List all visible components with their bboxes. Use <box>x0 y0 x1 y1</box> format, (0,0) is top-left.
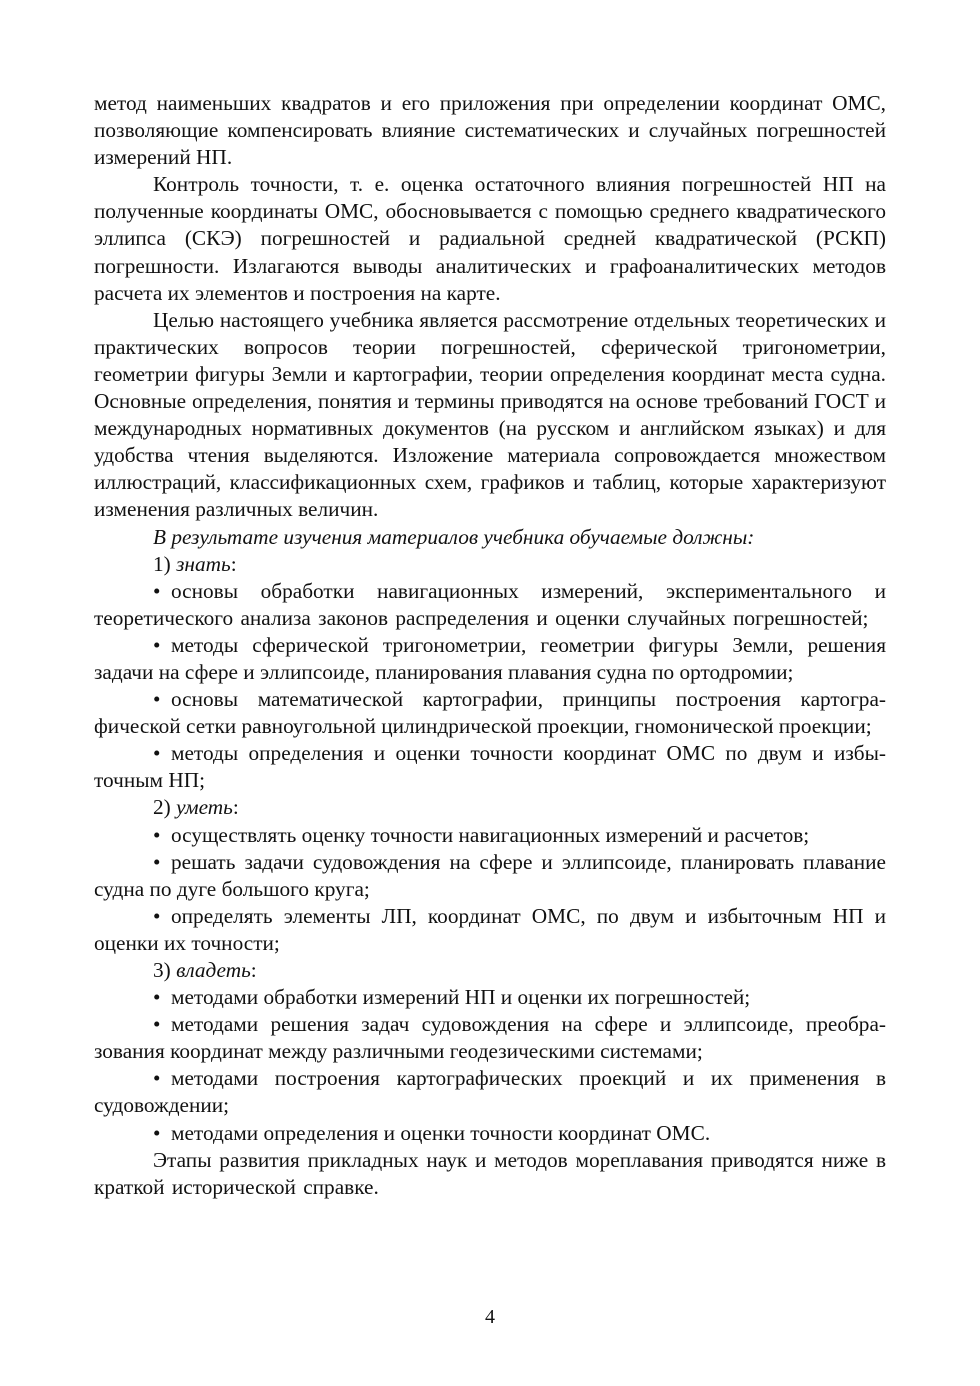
bullet-icon: • <box>153 1012 161 1037</box>
bullet-icon: • <box>153 849 161 874</box>
paragraph-continuation: метод наименьших квадратов и его приложения при определении координат ОМС, позволяющие компенсировать влияние систематических и случайных погрешностей измерений НП. <box>94 91 886 170</box>
outcomes-intro: В результате изучения материалов учебника обучаемые должны: <box>153 524 755 549</box>
list-item: • осуществлять оценку точности навигационных измерений и расчетов; <box>94 822 886 849</box>
list-item: • методами обработки измерений НП и оценки их погрешностей; <box>94 984 886 1011</box>
bullet-icon: • <box>153 687 161 712</box>
paragraph-textbook-goal: Целью настоящего учебника является рассмотрение отдельных теоретических и практических вопросов теории погрешностей, сферической тригонометрии, геометрии фигуры Земли и картографии, теории определения координат места судна. Основные определения, понятия и термины приводятся на основе требований ГОСТ и международных нормативных документов (на русском и английском языках) и для удобства чтения выделяются. Изложение материала сопровождается множеством иллюстраций, классификационных схем, графиков и таблиц, которые характеризуют изменения различных величин. <box>94 307 886 522</box>
paragraph-accuracy-control: Контроль точности, т. е. оценка остаточного влияния погрешностей НП на полученные координаты ОМС, обосновывается с помощью среднего квадратического эллипса (СКЭ) погрешностей и радиальной средней квадратической (РСКП) погрешности. Излагаются выводы аналитических и графоаналитических методов расчета их элементов и построения на карте. <box>94 172 886 305</box>
bullet-icon: • <box>153 903 161 928</box>
document-body <box>94 90 886 1201</box>
bullet-icon: • <box>153 741 161 766</box>
bullet-icon: • <box>153 632 161 657</box>
list-item: • основы математической картографии, принципы построения картографической сетки равноугольной цилиндрической проекции, гномонической проекции; <box>94 687 886 739</box>
outcome-can-heading: 2) уметь: <box>153 795 239 820</box>
list-item: • методами построения картографических проекций и их применения в судовождении; <box>94 1066 886 1118</box>
outcome-master-label: владеть <box>176 958 251 982</box>
bullet-icon: • <box>153 578 161 603</box>
list-item: • методы определения и оценки точности координат ОМС по двум и избыточным НП; <box>94 741 886 793</box>
list-item: • основы обработки навигационных измерений, экспериментального и теоретического анализа законов распределения и оценки случайных погрешностей; <box>94 578 886 630</box>
list-item: • методами определения и оценки точности координат ОМС. <box>94 1120 886 1147</box>
page-number: 4 <box>485 1306 495 1328</box>
bullet-icon: • <box>153 1066 161 1091</box>
bullet-icon: • <box>153 822 161 847</box>
list-item: • определять элементы ЛП, координат ОМС, по двум и избыточным НП и оценки их точности; <box>94 903 886 955</box>
list-item: • решать задачи судовождения на сфере и эллипсоиде, планировать плавание судна по дуге большого круга; <box>94 849 886 901</box>
list-item: • методами решения задач судовождения на сфере и эллипсоиде, преобразования координат между различными геодезическими системами; <box>94 1012 886 1064</box>
outcome-can-label: уметь <box>176 795 233 820</box>
closing-paragraph: Этапы развития прикладных наук и методов мореплавания приводятся ниже в краткой исторической справке. <box>94 1147 886 1199</box>
outcome-know-heading: 1) знать: <box>153 551 237 576</box>
bullet-icon: • <box>153 985 161 1010</box>
outcome-master-heading: 3) владеть: <box>153 958 257 982</box>
list-item: • методы сферической тригонометрии, геометрии фигуры Земли, решения задачи на сфере и эллипсоиде, планирования плавания судна по ортодромии; <box>94 632 886 684</box>
outcome-know-label: знать <box>176 551 231 576</box>
bullet-icon: • <box>153 1120 161 1145</box>
